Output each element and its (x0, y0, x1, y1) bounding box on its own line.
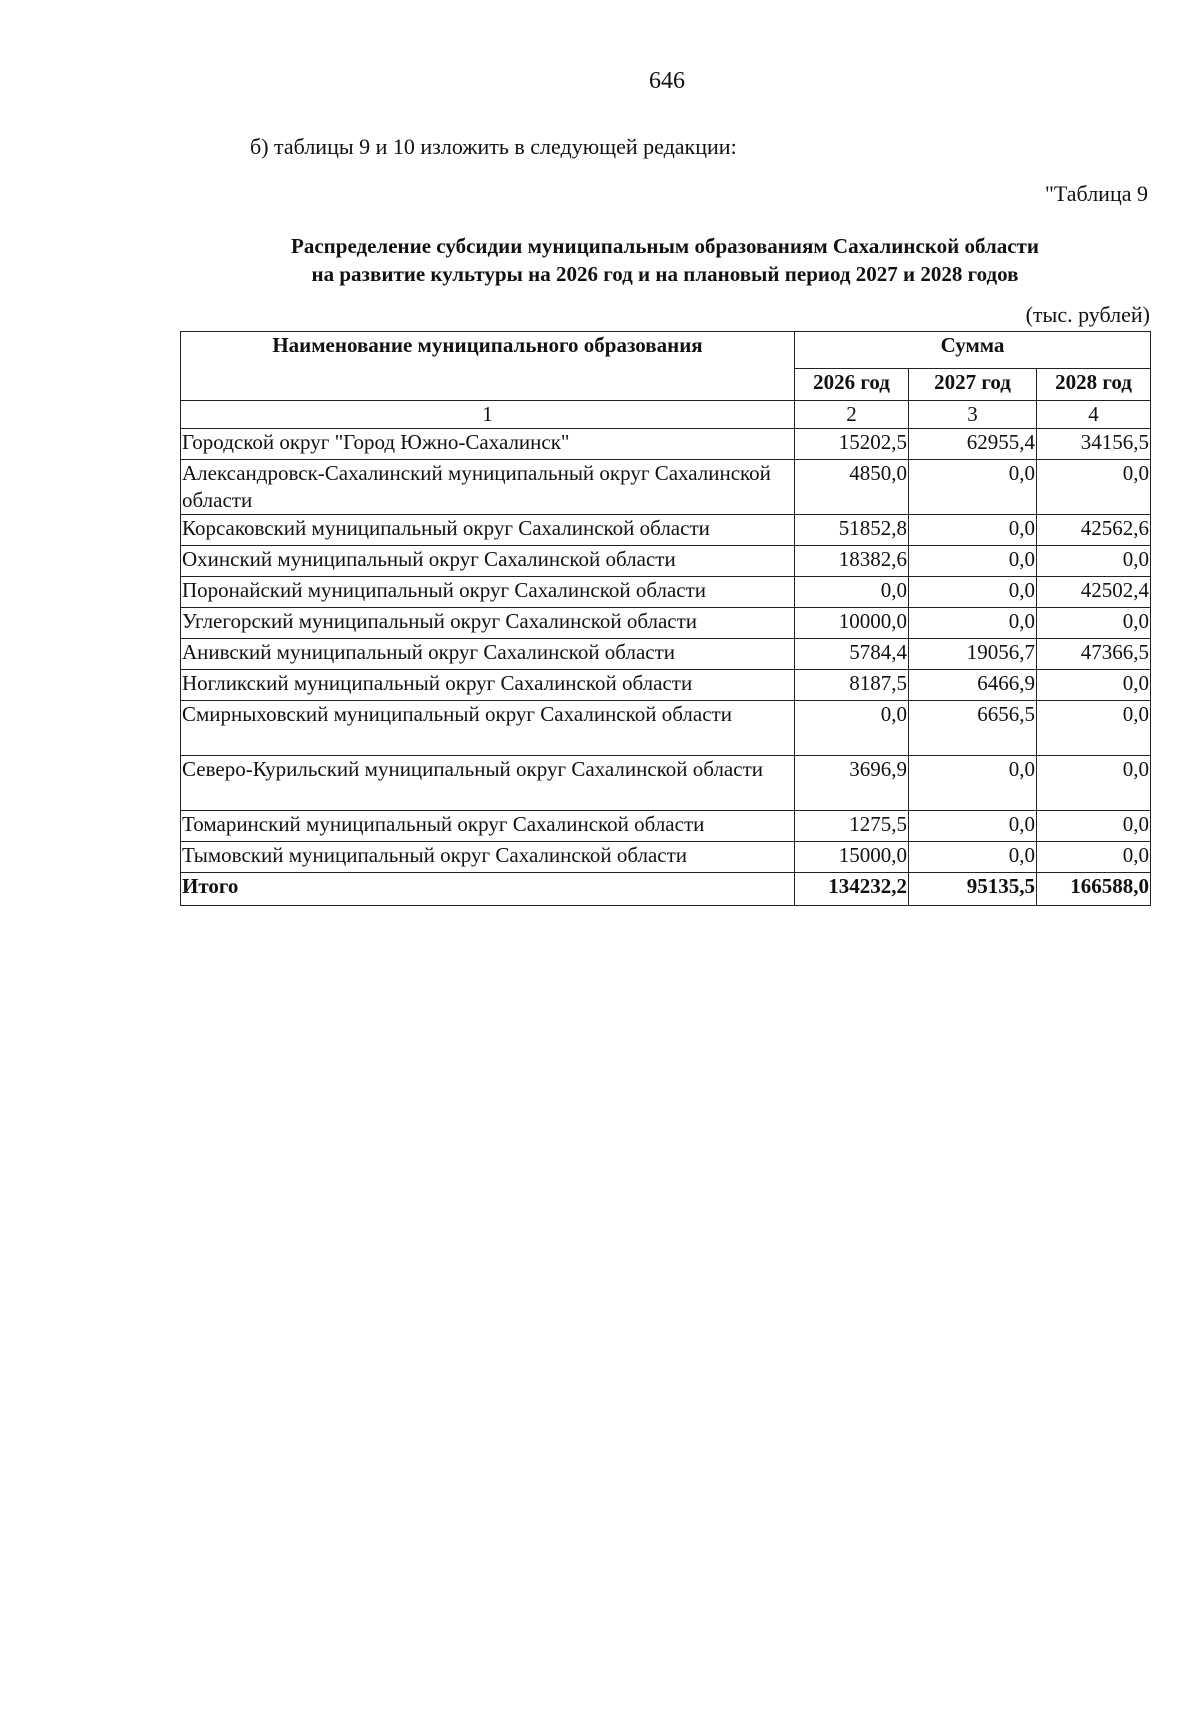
row-value-2027: 0,0 (909, 608, 1037, 639)
header-sum: Сумма (795, 332, 1151, 369)
intro-text: б) таблицы 9 и 10 изложить в следующей редакции: (250, 134, 737, 159)
table-row (181, 670, 1151, 701)
row-value-2028: 0,0 (1037, 842, 1151, 873)
row-name: Северо-Курильский муниципальный округ Сахалинской области (181, 756, 795, 811)
subsidy-table (180, 331, 1151, 906)
page-number: 646 (649, 68, 685, 94)
header-year-2028: 2028 год (1037, 369, 1151, 401)
row-name: Городской округ "Город Южно-Сахалинск" (181, 429, 795, 460)
header-year-2027: 2027 год (909, 369, 1037, 401)
row-value-2027: 62955,4 (909, 429, 1037, 460)
row-name: Александровск-Сахалинский муниципальный округ Сахалинской области (181, 460, 795, 515)
row-name: Смирныховский муниципальный округ Сахалинской области (181, 701, 795, 756)
row-value-2026: 4850,0 (795, 460, 909, 515)
row-value-2028: 0,0 (1037, 460, 1151, 515)
col-number-3: 3 (909, 401, 1037, 429)
row-value-2026: 10000,0 (795, 608, 909, 639)
header-year-2026: 2026 год (795, 369, 909, 401)
table-row (181, 701, 1151, 756)
row-value-2027: 0,0 (909, 515, 1037, 546)
row-value-2026: 15202,5 (795, 429, 909, 460)
table-caption: "Таблица 9 (1044, 181, 1148, 206)
row-value-2026: 0,0 (795, 701, 909, 756)
row-name: Поронайский муниципальный округ Сахалинской области (181, 577, 795, 608)
table-row (181, 811, 1151, 842)
row-value-2026: 5784,4 (795, 639, 909, 670)
row-value-2027: 0,0 (909, 756, 1037, 811)
row-value-2028: 0,0 (1037, 546, 1151, 577)
row-name: Корсаковский муниципальный округ Сахалинской области (181, 515, 795, 546)
row-value-2026: 3696,9 (795, 756, 909, 811)
header-name: Наименование муниципального образования (181, 332, 795, 401)
table-row (181, 577, 1151, 608)
col-number-1: 1 (181, 401, 795, 429)
table-row (181, 460, 1151, 515)
row-value-2028: 0,0 (1037, 670, 1151, 701)
row-name: Тымовский муниципальный округ Сахалинской области (181, 842, 795, 873)
row-value-2027: 6466,9 (909, 670, 1037, 701)
row-value-2028: 0,0 (1037, 701, 1151, 756)
row-value-2027: 0,0 (909, 546, 1037, 577)
row-value-2026: 15000,0 (795, 842, 909, 873)
row-value-2027: 0,0 (909, 811, 1037, 842)
table-row (181, 546, 1151, 577)
row-value-2028: 47366,5 (1037, 639, 1151, 670)
total-value-2027: 95135,5 (909, 873, 1037, 906)
row-value-2026: 1275,5 (795, 811, 909, 842)
row-value-2027: 0,0 (909, 842, 1037, 873)
table-row (181, 756, 1151, 811)
row-name: Анивский муниципальный округ Сахалинской области (181, 639, 795, 670)
row-value-2028: 42502,4 (1037, 577, 1151, 608)
row-value-2027: 6656,5 (909, 701, 1037, 756)
row-value-2028: 0,0 (1037, 756, 1151, 811)
units-label: (тыс. рублей) (1025, 302, 1150, 327)
table-row (181, 639, 1151, 670)
row-value-2028: 34156,5 (1037, 429, 1151, 460)
total-value-2028: 166588,0 (1037, 873, 1151, 906)
row-name: Углегорский муниципальный округ Сахалинской области (181, 608, 795, 639)
table-row (181, 608, 1151, 639)
row-value-2027: 0,0 (909, 460, 1037, 515)
title-line-2: на развитие культуры на 2026 год и на плановый период 2027 и 2028 годов (311, 262, 1019, 286)
col-number-2: 2 (795, 401, 909, 429)
total-label: Итого (181, 873, 795, 906)
row-name: Томаринский муниципальный округ Сахалинской области (181, 811, 795, 842)
row-value-2028: 0,0 (1037, 811, 1151, 842)
row-value-2027: 19056,7 (909, 639, 1037, 670)
row-value-2028: 0,0 (1037, 608, 1151, 639)
table-row (181, 842, 1151, 873)
table-row (181, 515, 1151, 546)
total-row (181, 873, 1151, 906)
title-line-1: Распределение субсидии муниципальным образованиям Сахалинской области (291, 234, 1039, 258)
table-row (181, 429, 1151, 460)
total-value-2026: 134232,2 (795, 873, 909, 906)
row-value-2028: 42562,6 (1037, 515, 1151, 546)
row-value-2026: 18382,6 (795, 546, 909, 577)
row-value-2026: 51852,8 (795, 515, 909, 546)
col-number-4: 4 (1037, 401, 1151, 429)
row-name: Охинский муниципальный округ Сахалинской области (181, 546, 795, 577)
table-title (180, 232, 1150, 288)
row-value-2026: 0,0 (795, 577, 909, 608)
row-value-2027: 0,0 (909, 577, 1037, 608)
row-name: Ногликский муниципальный округ Сахалинской области (181, 670, 795, 701)
row-value-2026: 8187,5 (795, 670, 909, 701)
